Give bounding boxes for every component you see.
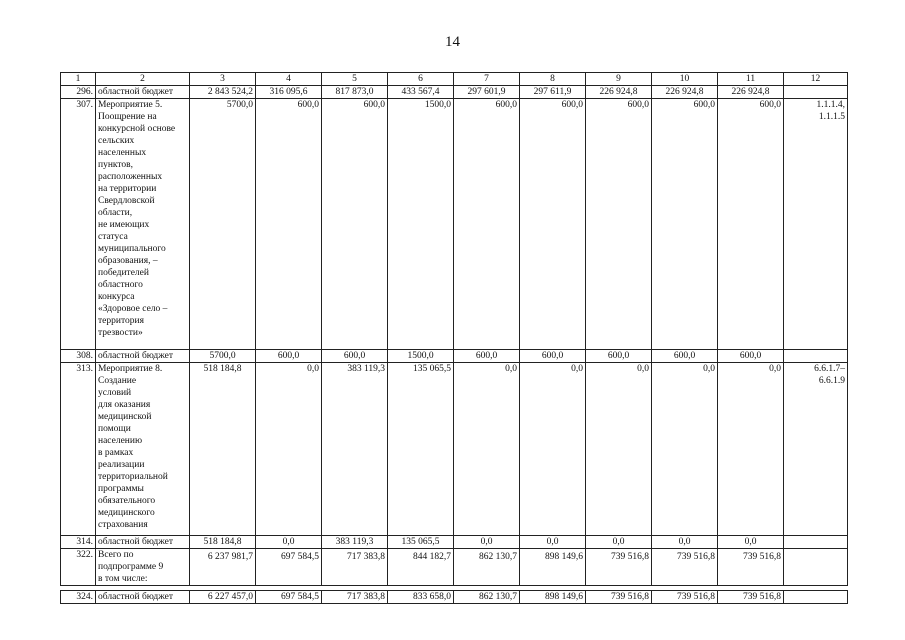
value-cell: 600,0 (454, 350, 520, 363)
table-row (61, 536, 848, 549)
row-index: 296. (61, 86, 96, 99)
table-row (61, 591, 848, 604)
value-cell: 5700,0 (190, 350, 256, 363)
value-cell: 739 516,8 (652, 591, 718, 604)
target-cell (784, 591, 848, 604)
table-row (61, 350, 848, 363)
value-cell: 0,0 (454, 536, 520, 549)
column-header: 6 (388, 73, 454, 86)
value-cell: 862 130,7 (454, 591, 520, 604)
value-cell: 433 567,4 (388, 86, 454, 99)
value-cell: 600,0 (322, 99, 388, 350)
value-cell: 5700,0 (190, 99, 256, 350)
row-index: 324. (61, 591, 96, 604)
value-cell: 0,0 (718, 536, 784, 549)
value-cell: 862 130,7 (454, 549, 520, 586)
value-cell: 600,0 (586, 350, 652, 363)
row-name: областной бюджет (96, 86, 190, 99)
row-index: 307. (61, 99, 96, 350)
budget-table (60, 72, 848, 604)
value-cell: 600,0 (718, 350, 784, 363)
column-header: 1 (61, 73, 96, 86)
value-cell: 0,0 (520, 536, 586, 549)
value-cell: 833 658,0 (388, 591, 454, 604)
row-name: Всего по подпрограмме 9 в том числе: (96, 549, 190, 586)
target-cell (784, 549, 848, 586)
row-name: областной бюджет (96, 591, 190, 604)
column-header: 9 (586, 73, 652, 86)
row-index: 313. (61, 363, 96, 536)
column-header: 5 (322, 73, 388, 86)
value-cell: 717 383,8 (322, 549, 388, 586)
value-cell: 1500,0 (388, 350, 454, 363)
value-cell: 600,0 (454, 99, 520, 350)
value-cell: 0,0 (652, 536, 718, 549)
value-cell: 600,0 (652, 350, 718, 363)
column-header: 12 (784, 73, 848, 86)
target-cell (784, 86, 848, 99)
value-cell: 600,0 (520, 350, 586, 363)
value-cell: 600,0 (718, 99, 784, 350)
value-cell: 739 516,8 (586, 591, 652, 604)
value-cell: 0,0 (652, 363, 718, 536)
table-row (61, 86, 848, 99)
table-row (61, 363, 848, 536)
value-cell: 383 119,3 (322, 363, 388, 536)
value-cell: 844 182,7 (388, 549, 454, 586)
row-name: областной бюджет (96, 350, 190, 363)
value-cell: 717 383,8 (322, 591, 388, 604)
column-header: 3 (190, 73, 256, 86)
column-header: 11 (718, 73, 784, 86)
column-header: 8 (520, 73, 586, 86)
value-cell: 226 924,8 (718, 86, 784, 99)
target-cell: 1.1.1.4, 1.1.1.5 (784, 99, 848, 350)
value-cell: 697 584,5 (256, 549, 322, 586)
value-cell: 739 516,8 (718, 549, 784, 586)
value-cell: 518 184,8 (190, 363, 256, 536)
target-cell (784, 536, 848, 549)
value-cell: 297 611,9 (520, 86, 586, 99)
row-index: 322. (61, 549, 96, 586)
value-cell: 600,0 (322, 350, 388, 363)
value-cell: 316 095,6 (256, 86, 322, 99)
table-header-row (61, 73, 848, 86)
column-header: 4 (256, 73, 322, 86)
value-cell: 898 149,6 (520, 549, 586, 586)
value-cell: 697 584,5 (256, 591, 322, 604)
row-index: 314. (61, 536, 96, 549)
value-cell: 226 924,8 (586, 86, 652, 99)
value-cell: 2 843 524,2 (190, 86, 256, 99)
row-index: 308. (61, 350, 96, 363)
value-cell: 0,0 (520, 363, 586, 536)
value-cell: 1500,0 (388, 99, 454, 350)
row-name: Мероприятие 8. Создание условий для оказания медицинской помощи населению в рамках реализации территориальной программы обязательного медицинского страхования (96, 363, 190, 536)
value-cell: 383 119,3 (322, 536, 388, 549)
row-name: областной бюджет (96, 536, 190, 549)
target-cell (784, 350, 848, 363)
value-cell: 6 227 457,0 (190, 591, 256, 604)
column-header: 7 (454, 73, 520, 86)
value-cell: 0,0 (256, 363, 322, 536)
value-cell: 0,0 (454, 363, 520, 536)
value-cell: 600,0 (520, 99, 586, 350)
target-cell: 6.6.1.7– 6.6.1.9 (784, 363, 848, 536)
value-cell: 6 237 981,7 (190, 549, 256, 586)
value-cell: 518 184,8 (190, 536, 256, 549)
value-cell: 739 516,8 (652, 549, 718, 586)
value-cell: 226 924,8 (652, 86, 718, 99)
value-cell: 0,0 (256, 536, 322, 549)
page-number: 14 (445, 34, 460, 50)
value-cell: 0,0 (718, 363, 784, 536)
value-cell: 600,0 (586, 99, 652, 350)
value-cell: 817 873,0 (322, 86, 388, 99)
row-name: Мероприятие 5. Поощрение на конкурсной основе сельских населенных пунктов, расположенных на территории Свердловской области, не имеющих статуса муниципального образования, – победителей областного конкурса «Здоровое село – территория трезвости» (96, 99, 190, 350)
value-cell: 739 516,8 (718, 591, 784, 604)
value-cell: 135 065,5 (388, 363, 454, 536)
column-header: 2 (96, 73, 190, 86)
value-cell: 898 149,6 (520, 591, 586, 604)
value-cell: 600,0 (256, 350, 322, 363)
value-cell: 600,0 (652, 99, 718, 350)
table-row (61, 549, 848, 586)
value-cell: 0,0 (586, 363, 652, 536)
value-cell: 739 516,8 (586, 549, 652, 586)
value-cell: 0,0 (586, 536, 652, 549)
value-cell: 600,0 (256, 99, 322, 350)
column-header: 10 (652, 73, 718, 86)
value-cell: 297 601,9 (454, 86, 520, 99)
table-row (61, 99, 848, 350)
value-cell: 135 065,5 (388, 536, 454, 549)
